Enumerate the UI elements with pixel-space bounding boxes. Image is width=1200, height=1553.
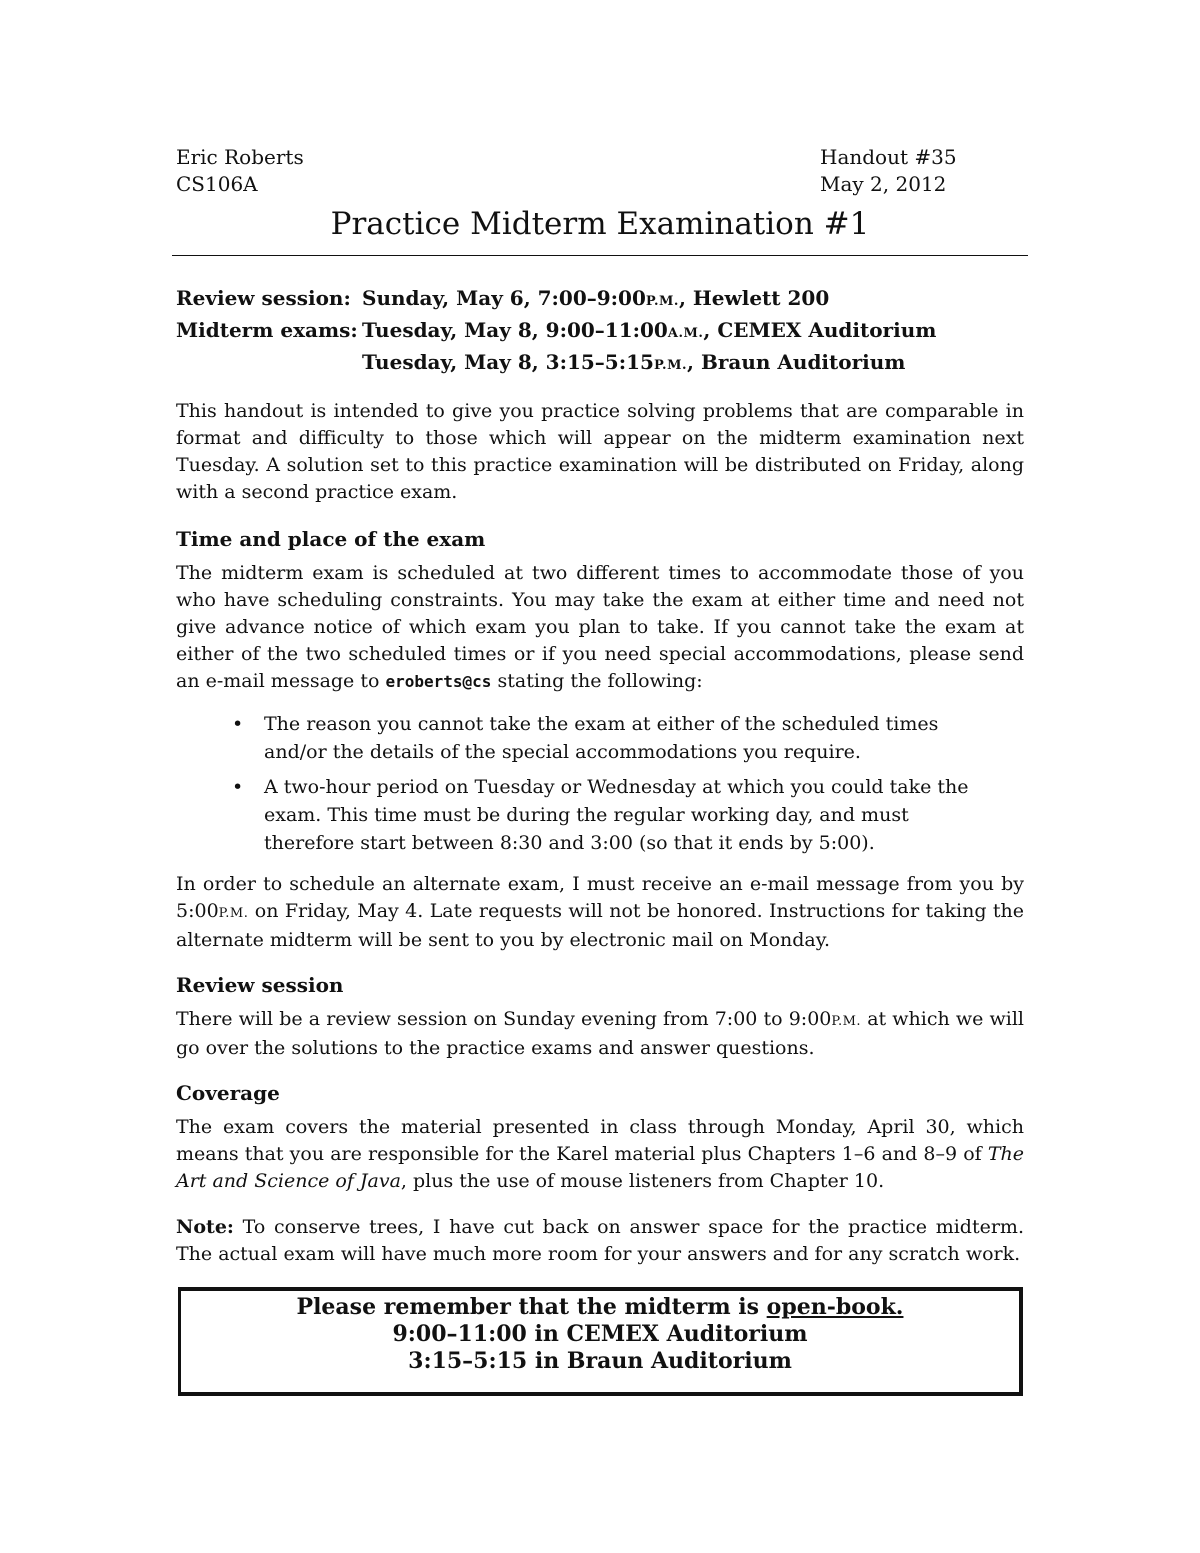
review-session-heading: Review session [176,973,344,997]
midterm-exam-row-2 [176,348,936,380]
intro-paragraph: This handout is intended to give you practice solving problems that are comparable in format and difficulty to those which will appear on the midterm examination next Tuesday. A solution set to this practice examination will be distributed on Friday, along with a second practice exam. [176,400,1024,503]
coverage-paragraph: The exam covers the material presented in class through Monday, April 30, which means that you are responsible for the Karel material plus Chapters 1–6 and 8–9 of The Art and Science of Java, plus the use of mouse listeners from Chapter 10. [176,1116,1024,1192]
review-session-value: Sunday, May 6, 7:00–9:00P.M., Hewlett 200 [362,286,830,310]
title-divider [172,255,1028,256]
list-item: • A two-hour period on Tuesday or Wednesday at which you could take the exam. This time must be during the regular working day, and must therefore start between 8:30 and 3:00 (so that it ends by 5:00). [232,773,972,857]
reminder-line-1: Please remember that the midterm is open-book. [296,1294,904,1320]
review-session-label: Review session: [176,286,351,310]
review-session-paragraph: There will be a review session on Sunday evening from 7:00 to 9:00P.M. at which we will go over the solutions to the practice exams and answer questions. [176,1008,1024,1059]
bullet-icon: • [232,776,244,798]
reminder-line-2: 9:00–11:00 in CEMEX Auditorium [392,1321,808,1347]
author-name: Eric Roberts [176,145,304,169]
time-place-heading: Time and place of the exam [176,527,486,551]
coverage-heading: Coverage [176,1081,280,1105]
book-title: The Art and Science of Java [176,1143,1024,1192]
request-list [232,710,972,864]
list-item: • The reason you cannot take the exam at either of the scheduled times and/or the details of the special accommodations you require. [232,710,972,766]
midterm-exam-2: Tuesday, May 8, 3:15–5:15P.M., Braun Auditorium [362,350,906,374]
midterm-exams-label: Midterm exams: [176,318,358,342]
handout-number: Handout #35 [820,145,957,169]
schedule-block [176,284,936,380]
alternate-exam-paragraph: In order to schedule an alternate exam, I must receive an e-mail message from you by 5:00P.M. on Friday, May 4. Late requests will not be honored. Instructions for taking the alternate midterm will be sent to you by electronic mail on Monday. [176,873,1024,951]
midterm-exam-row [176,316,936,348]
reminder-box [178,1287,1023,1396]
email-address: eroberts@cs [385,672,492,691]
handout-date: May 2, 2012 [820,172,947,196]
review-session-row [176,284,936,316]
course-code: CS106A [176,172,258,196]
page-title: Practice Midterm Examination #1 [330,206,870,242]
header-right [820,144,957,198]
reminder-line-3: 3:15–5:15 in Braun Auditorium [408,1348,792,1374]
time-place-paragraph: The midterm exam is scheduled at two different times to accommodate those of you who have scheduling constraints. You may take the exam at either time and need not give advance notice of which exam you plan to take. If you cannot take the exam at either of the two scheduled times or if you need special accommodations, please send an e-mail message to eroberts@cs stating the following: [176,562,1024,692]
header-left [176,144,304,198]
bullet-icon: • [232,713,244,735]
note-paragraph: Note: To conserve trees, I have cut back on answer space for the practice midterm. The actual exam will have much more room for your answers and for any scratch work. [176,1216,1024,1265]
note-label: Note: [176,1216,234,1238]
open-book-text: open-book. [766,1294,904,1320]
midterm-exam-1: Tuesday, May 8, 9:00–11:00A.M., CEMEX Auditorium [362,318,937,342]
